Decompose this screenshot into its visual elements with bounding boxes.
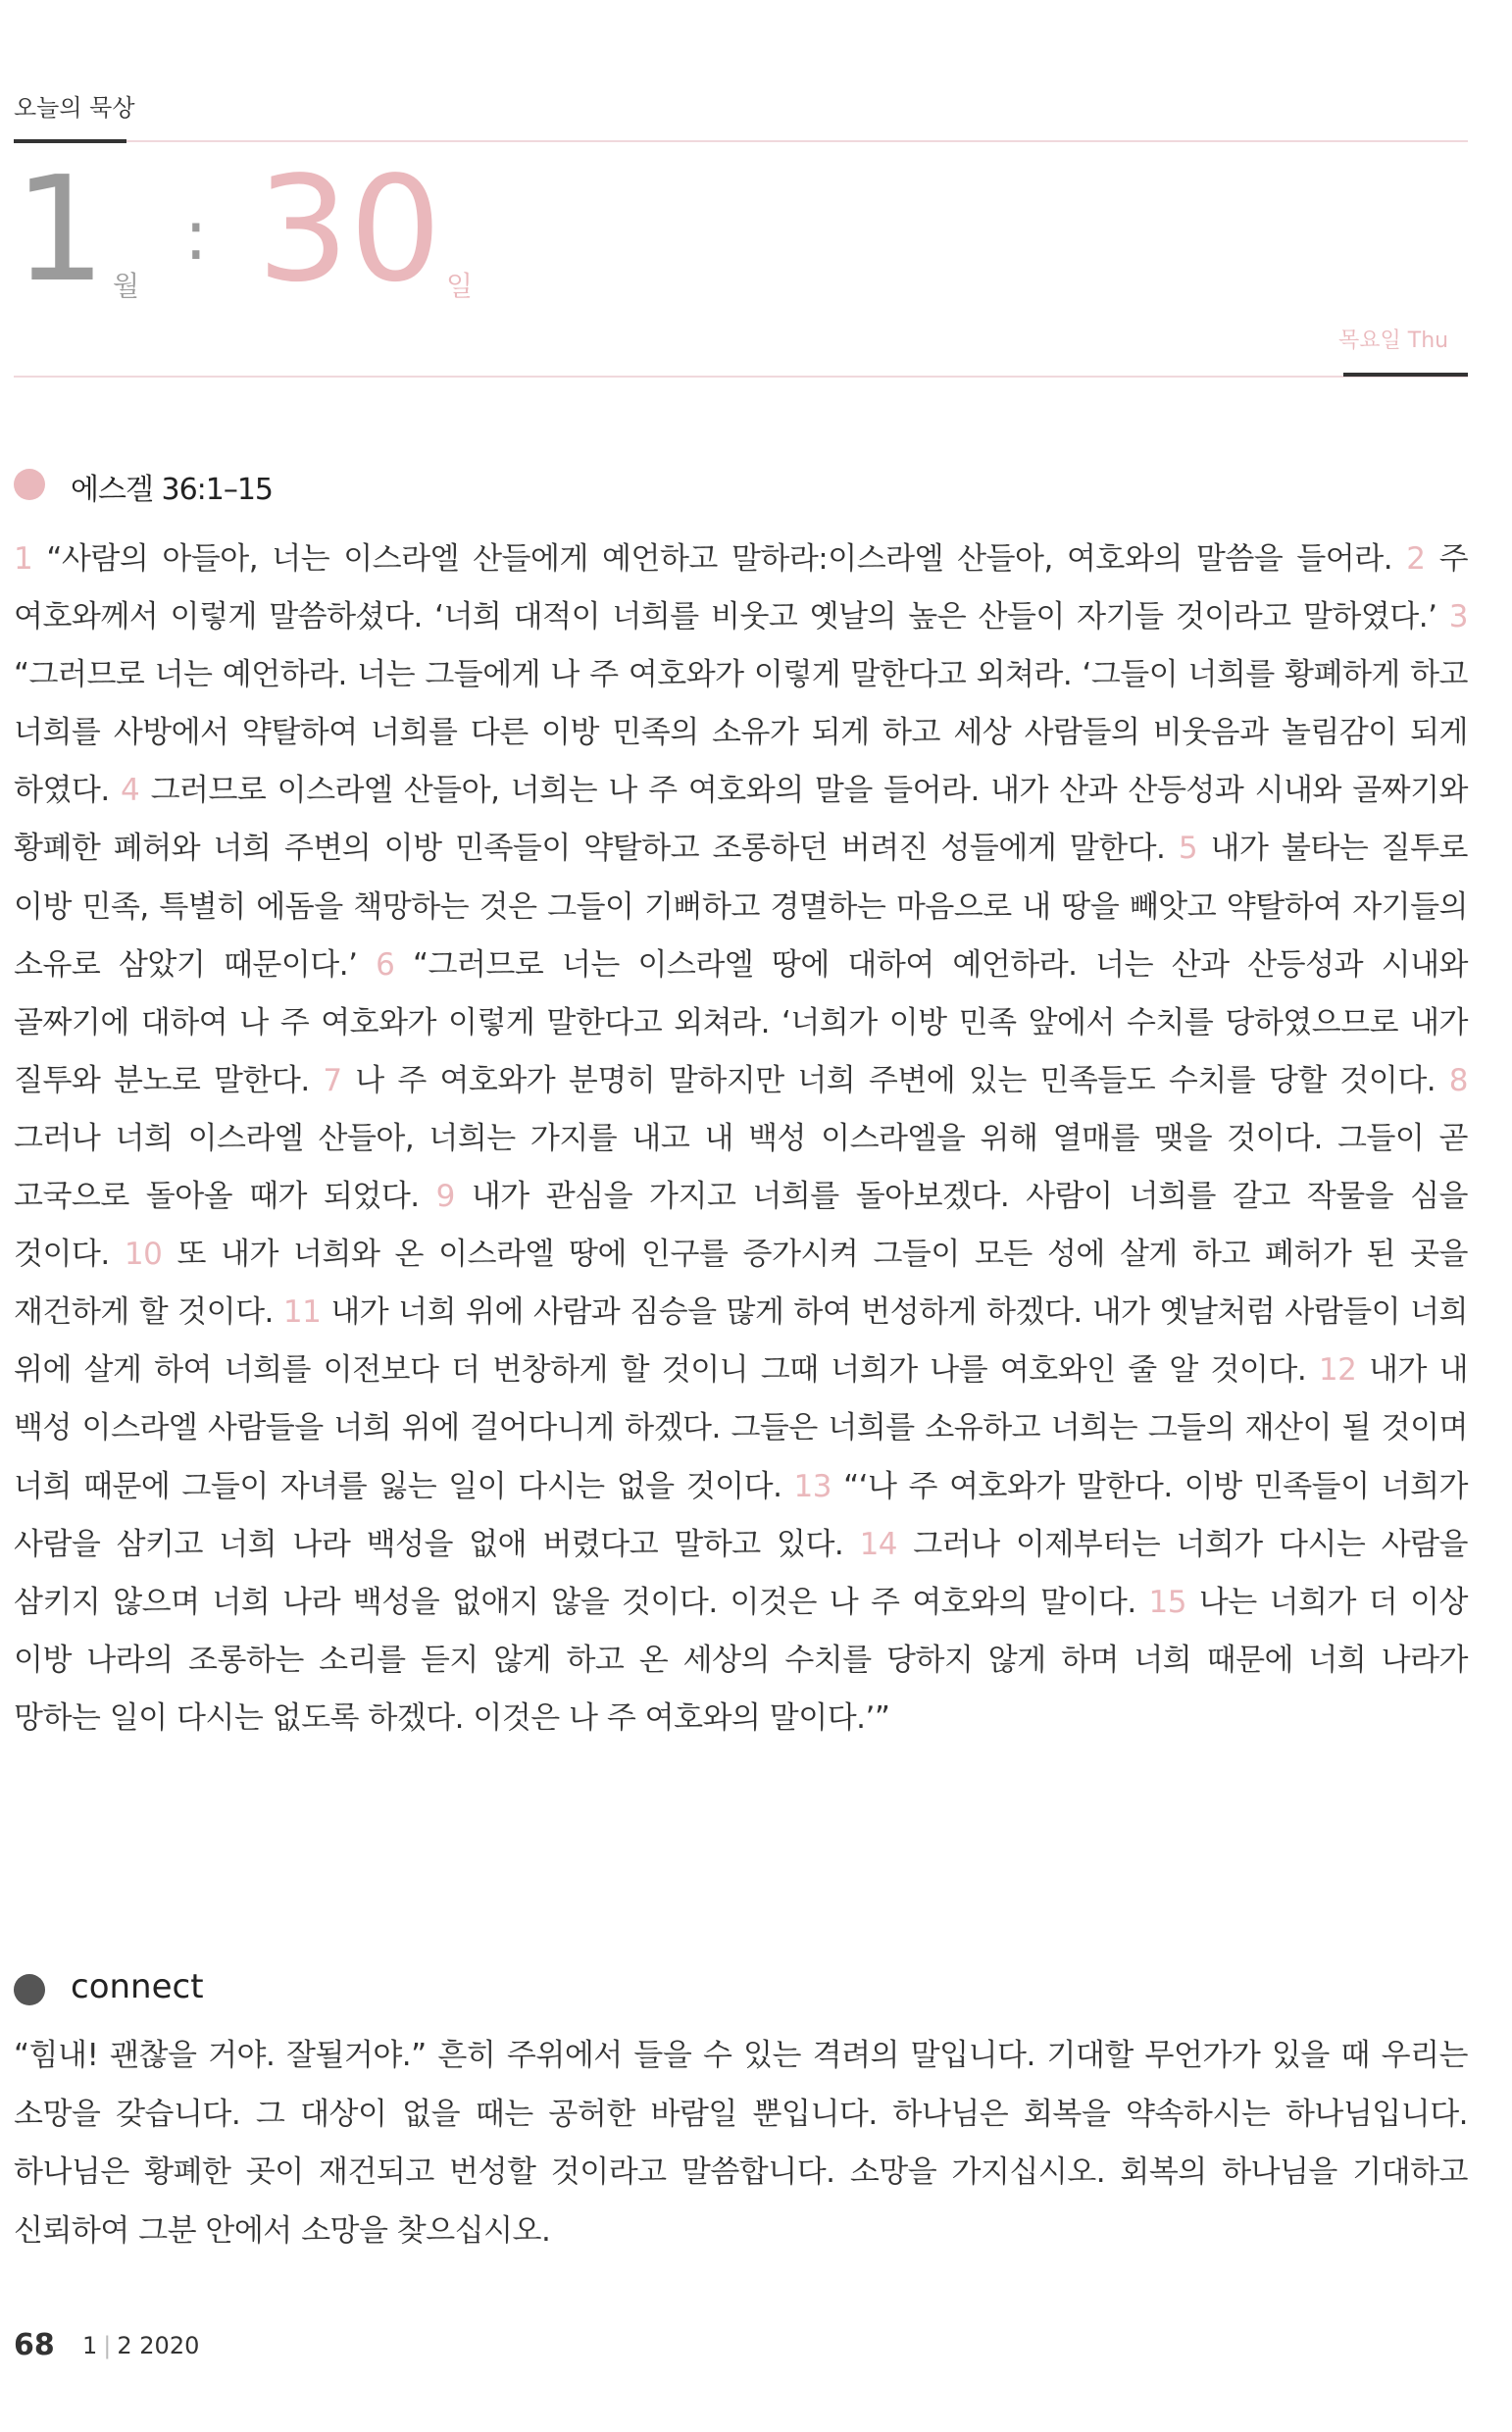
verse-number: 11	[282, 1294, 322, 1331]
verse-number: 2	[1406, 541, 1426, 577]
verse-text: 내가 불타는 질투로 이방 민족, 특별히 에돔을 책망하는 것은 그들이 기뻐하고 경멸하는 마음으로 내 땅을 빼앗고 약탈하여 자기들의 소유로 삼았기 때문이다.’	[14, 831, 1469, 983]
verse-text: 그러므로 이스라엘 산들아, 너희는 나 주 여호와의 말을 들어라. 내가 산과 산등성과 시내와 골짜기와 황폐한 폐허와 너희 주변의 이방 민족들이 약탈하고 조롱하던 버려진 성들에게 말한다.	[14, 773, 1469, 867]
verse-text: “‘나 주 여호와가 말한다. 이방 민족들이 너희가 사람을 삼키고 너희 나라 백성을 없애 버렸다고 말하고 있다.	[14, 1468, 1468, 1562]
issue-info	[82, 2332, 199, 2359]
verse-number: 8	[1448, 1062, 1469, 1098]
weekday-underline	[1343, 373, 1468, 377]
date-day-unit: 일	[446, 270, 474, 302]
verse-text: “그러므로 너는 이스라엘 땅에 대하여 예언하라. 너는 산과 산등성과 시내와 골짜기에 대하여 나 주 여호와가 이렇게 말한다고 외쳐라. ‘너희가 이방 민족 앞에서 수치를 당하였으므로 내가 질투와 분노로 말한다.	[14, 946, 1468, 1098]
verse-number: 9	[435, 1179, 455, 1215]
date-colon: :	[184, 195, 208, 276]
page-number: 68	[14, 2328, 55, 2362]
verse-number: 6	[376, 946, 395, 983]
verse-number: 15	[1148, 1584, 1186, 1620]
scripture-reference: 에스겔 36:1–15	[71, 473, 274, 507]
verse-text: 나는 너희가 더 이상 이방 나라의 조롱하는 소리를 듣지 않게 하고 온 세상의 수치를 당하지 않게 하며 너희 때문에 너희 나라가 망하는 일이 다시는 없도록 하겠다. 이것은 나 주 여호와의 말이다.’”	[14, 1584, 1468, 1736]
connect-text: “힘내! 괜찮을 거야. 잘될거야.” 흔히 주위에서 들을 수 있는 격려의 말입니다. 기대할 무언가가 있을 때 우리는 소망을 갖습니다. 그 대상이 없을 때는 공허한 바람일 뿐입니다. 하나님은 회복을 약속하시는 하나님입니다. 하나님은 황폐한 곳이 재건되고 번성할 것이라고 말씀합니다. 소망을 가지십시오. 회복의 하나님을 기대하고 신뢰하여 그분 안에서 소망을 찾으십시오.	[14, 2038, 1468, 2249]
verse-text: “그러므로 너는 예언하라. 너는 그들에게 나 주 여호와가 이렇게 말한다고 외쳐라. ‘그들이 너희를 황폐하게 하고 너희를 사방에서 약탈하여 너희를 다른 이방 민족의 소유가 되게 하고 세상 사람들의 비웃음과 놀림감이 되게 하였다.	[14, 657, 1468, 809]
date-day: 30	[257, 145, 442, 314]
verse-text: 내가 관심을 가지고 너희를 돌아보겠다. 사람이 너희를 갈고 작물을 심을 것이다.	[14, 1179, 1468, 1273]
verse-text: 나 주 여호와가 분명히 말하지만 너희 주변에 있는 민족들도 수치를 당할 것이다.	[355, 1062, 1436, 1098]
issue-month: 1	[82, 2332, 98, 2359]
issue-separator: |	[103, 2332, 112, 2359]
connect-title: connect	[71, 1967, 204, 2006]
verse-text: 내가 너희 위에 사람과 짐승을 많게 하여 번성하게 하겠다. 내가 옛날처럼 사람들이 너희 위에 살게 하여 너희를 이전보다 더 번창하게 할 것이니 그때 너희가 나를 여호와인 줄 알 것이다.	[14, 1294, 1468, 1389]
verse-number: 4	[121, 773, 140, 809]
date-month-unit: 월	[113, 270, 140, 302]
scripture-text	[14, 531, 1468, 1748]
weekday: 목요일 Thu	[1338, 329, 1449, 353]
connect-bullet-icon	[14, 1974, 45, 2005]
verse-text: 그러나 너희 이스라엘 산들아, 너희는 가지를 내고 내 백성 이스라엘을 위해 열매를 맺을 것이다. 그들이 곧 고국으로 돌아올 때가 되었다.	[14, 1120, 1468, 1215]
verse-text: “사람의 아들아, 너는 이스라엘 산들에게 예언하고 말하라:이스라엘 산들아, 여호와의 말씀을 들어라.	[46, 541, 1393, 577]
header-underline	[14, 139, 126, 143]
scripture-bullet-icon	[14, 469, 45, 500]
verse-number: 3	[1448, 599, 1468, 635]
verse-number: 1	[14, 541, 33, 577]
verse-text: 주 여호와께서 이렇게 말씀하셨다. ‘너희 대적이 너희를 비웃고 옛날의 높은 산들이 자기들 것이라고 말하였다.’	[14, 541, 1469, 635]
verse-text: 그러나 이제부터는 너희가 다시는 사람을 삼키지 않으며 너희 나라 백성을 없애지 않을 것이다. 이것은 나 주 여호와의 말이다.	[14, 1526, 1468, 1620]
verse-number: 14	[859, 1526, 898, 1562]
verse-text: 내가 내 백성 이스라엘 사람들을 너희 위에 걸어다니게 하겠다. 그들은 너희를 소유하고 너희는 그들의 재산이 될 것이며 너희 때문에 그들이 자녀를 잃는 일이 다시는 없을 것이다.	[14, 1352, 1469, 1504]
verse-number: 12	[1318, 1352, 1357, 1389]
issue-rest: 2 2020	[117, 2332, 200, 2359]
header-label: 오늘의 묵상	[14, 94, 135, 122]
verse-number: 10	[124, 1237, 163, 1273]
verse-number: 13	[793, 1468, 832, 1504]
rule-top	[14, 140, 1468, 142]
verse-number: 5	[1178, 831, 1198, 867]
rule-bottom	[14, 376, 1468, 378]
verse-number: 7	[323, 1062, 342, 1098]
date-month: 1	[14, 145, 107, 314]
verse-text: 또 내가 너희와 온 이스라엘 땅에 인구를 증가시켜 그들이 모든 성에 살게 하고 폐허가 된 곳을 재건하게 할 것이다.	[14, 1237, 1468, 1331]
